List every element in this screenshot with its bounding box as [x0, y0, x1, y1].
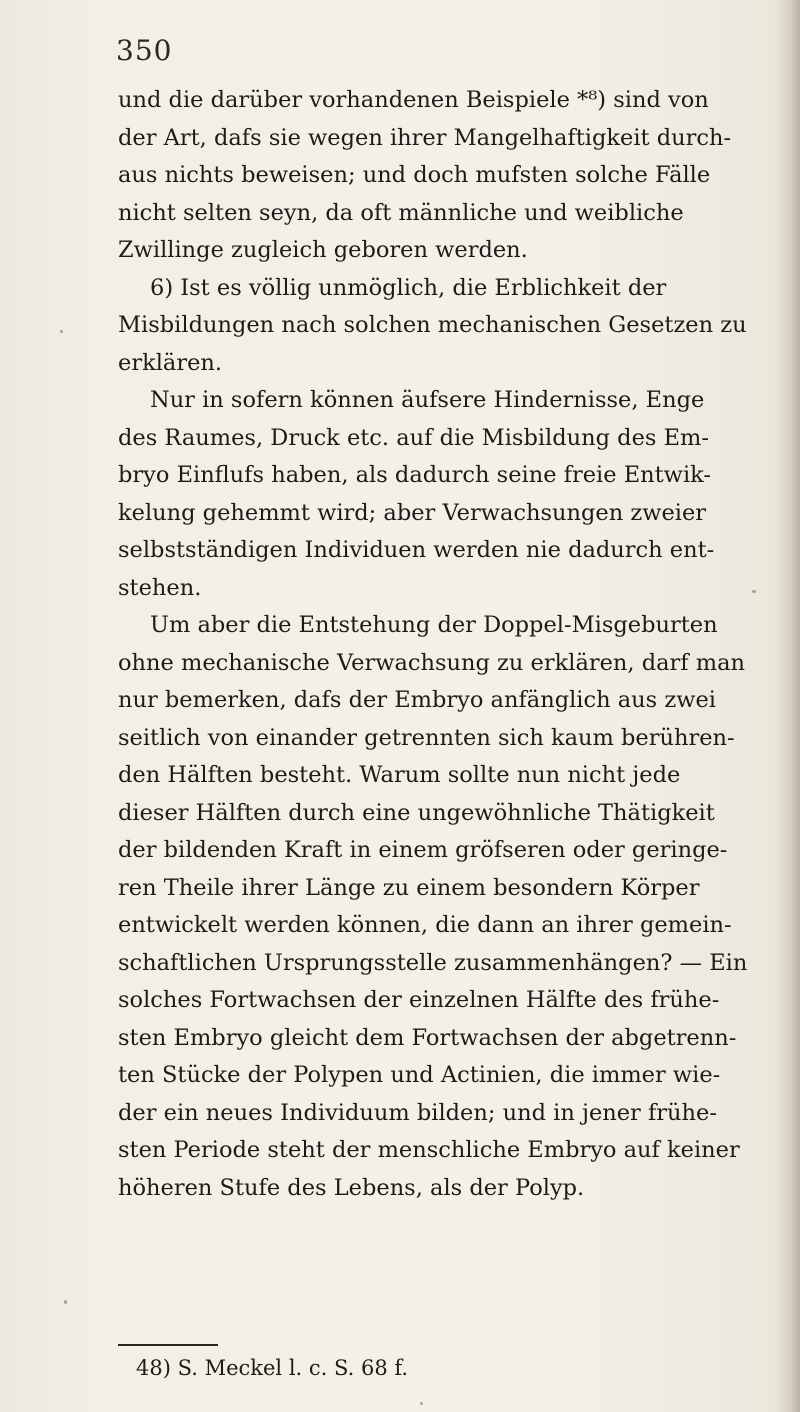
text-line: aus nichts beweisen; und doch mufsten solche Fälle	[118, 162, 711, 188]
text-line: und die darüber vorhandenen Beispiele *⁸) sind von	[118, 87, 709, 113]
text-line: nur bemerken, dafs der Embryo anfänglich aus zwei	[118, 687, 716, 713]
text-line: Misbildungen nach solchen mechanischen Gesetzen zu	[118, 312, 747, 338]
text-line: seitlich von einander getrennten sich kaum berühren-	[118, 724, 735, 751]
text-line: Um aber die Entstehung der Doppel-Misgeburten	[150, 612, 718, 638]
text-line: der bildenden Kraft in einem gröfseren oder geringe-	[118, 837, 728, 863]
text-line: dieser Hälften durch eine ungewöhnliche Thätigkeit	[118, 799, 715, 826]
text-line: den Hälften besteht. Warum sollte nun nicht jede	[118, 762, 681, 788]
body-text	[118, 82, 778, 1207]
text-line: ten Stücke der Polypen und Actinien, die immer wie-	[118, 1062, 721, 1088]
text-line: bryo Einflufs haben, als dadurch seine freie Entwik-	[118, 462, 711, 488]
text-line: Zwillinge zugleich geboren werden.	[118, 237, 528, 263]
text-line: sten Embryo gleicht dem Fortwachsen der abgetrenn-	[118, 1024, 737, 1051]
text-line: Nur in sofern können äufsere Hindernisse, Enge	[150, 387, 705, 413]
text-line: ren Theile ihrer Länge zu einem besondern Körper	[118, 874, 700, 901]
text-line: des Raumes, Druck etc. auf die Misbildung des Em-	[118, 424, 709, 451]
text-line: stehen.	[118, 574, 202, 601]
text-line: der Art, dafs sie wegen ihrer Mangelhaftigkeit durch-	[118, 124, 732, 151]
text-line: erklären.	[118, 349, 223, 376]
text-line: entwickelt werden können, die dann an ihrer gemein-	[118, 912, 732, 938]
text-line: ohne mechanische Verwachsung zu erklären, darf man	[118, 649, 746, 676]
paper-speck	[752, 590, 756, 593]
footnote-rule	[118, 1344, 218, 1346]
page-number: 350	[116, 34, 173, 67]
text-line: selbstständigen Individuen werden nie dadurch ent-	[118, 537, 715, 563]
paper-speck	[420, 1402, 423, 1405]
text-line: der ein neues Individuum bilden; und in jener frühe-	[118, 1099, 717, 1126]
text-line: höheren Stufe des Lebens, als der Polyp.	[118, 1174, 585, 1201]
text-line: solches Fortwachsen der einzelnen Hälfte des frühe-	[118, 987, 720, 1013]
paper-speck	[64, 1300, 67, 1304]
paper-speck	[60, 330, 63, 333]
text-line: nicht selten seyn, da oft männliche und weibliche	[118, 199, 684, 226]
footnote: 48) S. Meckel l. c. S. 68 f.	[136, 1356, 409, 1380]
text-line: kelung gehemmt wird; aber Verwachsungen zweier	[118, 499, 707, 526]
text-line: sten Periode steht der menschliche Embryo auf keiner	[118, 1137, 740, 1163]
text-line: schaftlichen Ursprungsstelle zusammenhängen? — Ein	[118, 949, 748, 976]
text-line: 6) Ist es völlig unmöglich, die Erblichkeit der	[150, 274, 667, 301]
